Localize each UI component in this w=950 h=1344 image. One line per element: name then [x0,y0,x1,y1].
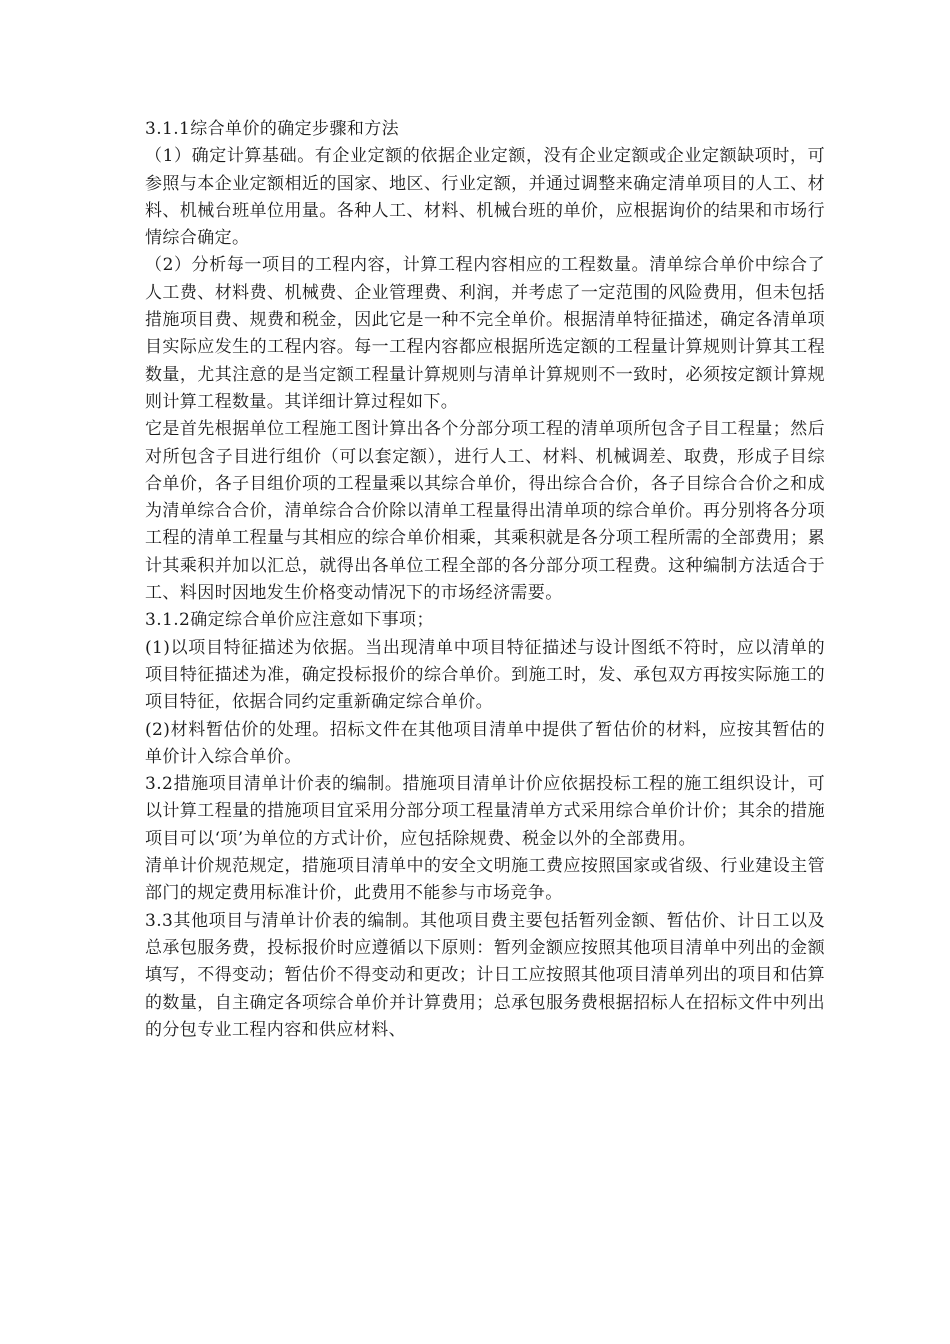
heading-3-1-1: 3.1.1综合单价的确定步骤和方法 [145,119,400,139]
paragraph-measures-pricing: 3.2措施项目清单计价表的编制。措施项目清单计价应依据投标工程的施工组织设计，可以计算工程量的措施项目宜采用分部分项工程量清单方式采用综合单价计价；其余的措施项目可以‘项’为单位的方式计价，应包括除规费、税金以外的全部费用。 [145,774,825,849]
paragraph-safety-fee-rule: 清单计价规范规定，措施项目清单中的安全文明施工费应按照国家或省级、行业建设主管部门的规定费用标准计价，此费用不能参与市场竞争。 [145,856,825,904]
paragraph-calculation-process: 它是首先根据单位工程施工图计算出各个分部分项工程的清单项所包含子目工程量；然后对所包含子目进行组价（可以套定额），进行人工、材料、机械调差、取费，形成子目综合单价，各子目组价项的工程量乘以其综合单价，得出综合合价，各子目综合合价之和成为清单综合合价，清单综合合价除以清单工程量得出清单项的综合单价。再分别将各分项工程的清单工程量与其相应的综合单价相乘，其乘积就是各分项工程所需的全部费用；累计其乘积并加以汇总，就得出各单位工程全部的各分部分项工程费。这种编制方法适合于工、料因时因地发生价格变动情况下的市场经济需要。 [145,419,825,604]
paragraph-calculation-basis: （1）确定计算基础。有企业定额的依据企业定额，没有企业定额或企业定额缺项时，可参照与本企业定额相近的国家、地区、行业定额，并通过调整来确定清单项目的人工、材料、机械台班单位用量。各种人工、材料、机械台班的单价，应根据询价的结果和市场行情综合确定。 [145,146,825,249]
paragraph-work-content-analysis: （2）分析每一项目的工程内容，计算工程内容相应的工程数量。清单综合单价中综合了人工费、材料费、机械费、企业管理费、利润，并考虑了一定范围的风险费用，但未包括措施项目费、规费和税金，因此它是一种不完全单价。根据清单特征描述，确定各清单项目实际应发生的工程内容。每一工程内容都应根据所选定额的工程量计算规则计算其工程数量，尤其注意的是当定额工程量计算规则与清单计算规则不一致时，必须按定额计算规则计算工程数量。其详细计算过程如下。 [145,255,825,412]
document-body [145,116,825,1044]
heading-3-1-2: 3.1.2确定综合单价应注意如下事项； [145,610,434,631]
paragraph-other-items-pricing: 3.3其他项目与清单计价表的编制。其他项目费主要包括暂列金额、暂估价、计日工以及总承包服务费，投标报价时应遵循以下原则：暂列金额应按照其他项目清单中列出的金额填写，不得变动；暂估价不得变动和更改；计日工应按照其他项目清单列出的项目和估算的数量，自主确定各项综合单价并计算费用；总承包服务费根据招标人在招标文件中列出的分包专业工程内容和供应材料、 [145,910,825,1040]
paragraph-material-provisional-price: (2)材料暂估价的处理。招标文件在其他项目清单中提供了暂估价的材料，应按其暂估的单价计入综合单价。 [145,719,825,767]
paragraph-item-features: (1)以项目特征描述为依据。当出现清单中项目特征描述与设计图纸不符时，应以清单的项目特征描述为准，确定投标报价的综合单价。到施工时，发、承包双方再按实际施工的项目特征，依据合同约定重新确定综合单价。 [145,637,825,713]
